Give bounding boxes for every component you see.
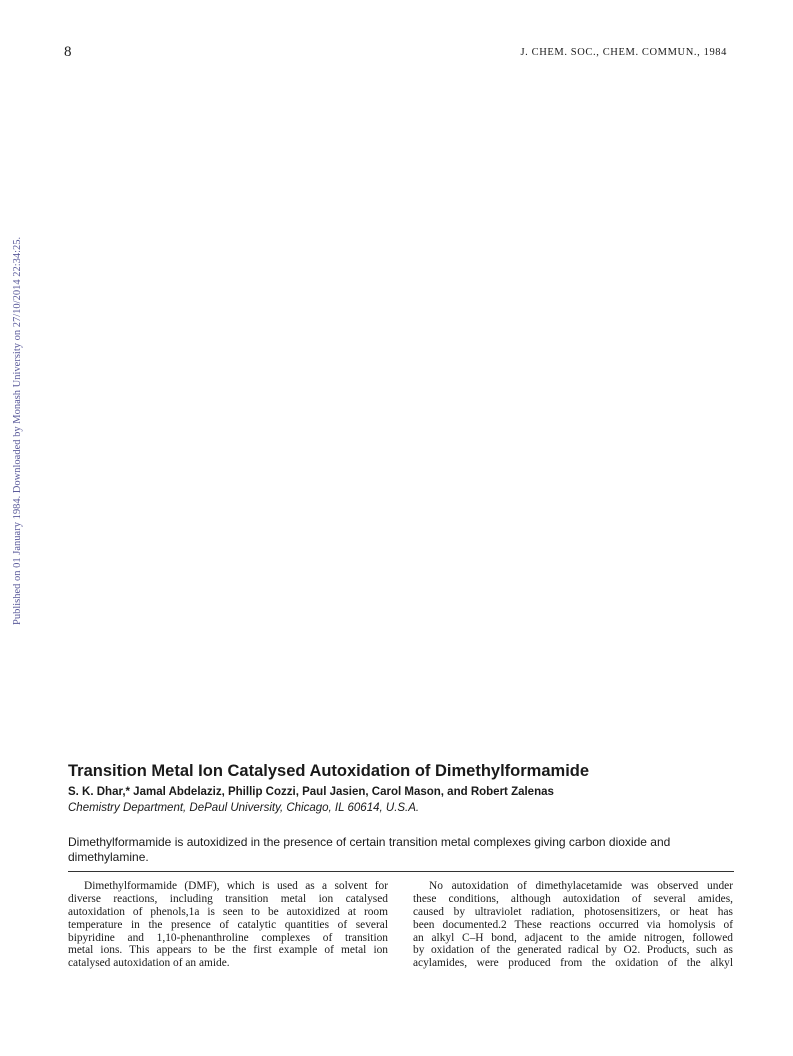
article-abstract: Dimethylformamide is autoxidized in the presence of certain transition metal complexes giving carbon dioxide and dimethylamine. [68, 835, 671, 864]
article-authors: S. K. Dhar,* Jamal Abdelaziz, Phillip Cozzi, Paul Jasien, Carol Mason, and Robert Zalenas [68, 786, 554, 798]
body-line: caused by ultraviolet radiation, photosensitizers, or heat has [413, 905, 733, 918]
body-line: by oxidation of the generated radical by O2. Products, such as [413, 944, 733, 957]
download-watermark: Published on 01 January 1984. Downloaded by Monash University on 27/10/2014 22:34:25. [12, 236, 23, 625]
body-line: autoxidation of phenols,1a is seen to be autoxidized at room [68, 905, 388, 918]
body-line: been documented.2 These reactions occurred via homolysis of [413, 918, 733, 931]
body-line: bipyridine and 1,10-phenanthroline complexes of transition [68, 931, 388, 944]
body-line: metal ions. This appears to be the first example of metal ion [68, 944, 388, 957]
body-line: an alkyl C–H bond, adjacent to the amide nitrogen, followed [413, 931, 733, 944]
body-line: catalysed autoxidation of an amide. [68, 957, 230, 970]
body-right-column [413, 880, 733, 970]
body-line: diverse reactions, including transition metal ion catalysed [68, 892, 388, 905]
article-title: Transition Metal Ion Catalysed Autoxidation of Dimethylformamide [68, 762, 590, 780]
body-line: Dimethylformamide (DMF), which is used as a solvent for [84, 880, 388, 892]
body-line: No autoxidation of dimethylacetamide was observed under [429, 880, 733, 892]
abstract-divider [68, 871, 734, 872]
article-affiliation: Chemistry Department, DePaul University, Chicago, IL 60614, U.S.A. [68, 802, 420, 814]
body-line: these conditions, although autoxidation of several amides, [413, 892, 733, 905]
running-head: J. CHEM. SOC., CHEM. COMMUN., 1984 [520, 47, 727, 58]
body-line: temperature in the presence of catalytic quantities of several [68, 918, 388, 931]
page-number: 8 [64, 44, 72, 60]
body-left-column [68, 880, 388, 970]
body-line: acylamides, were produced from the oxidation of the alkyl [413, 957, 733, 970]
